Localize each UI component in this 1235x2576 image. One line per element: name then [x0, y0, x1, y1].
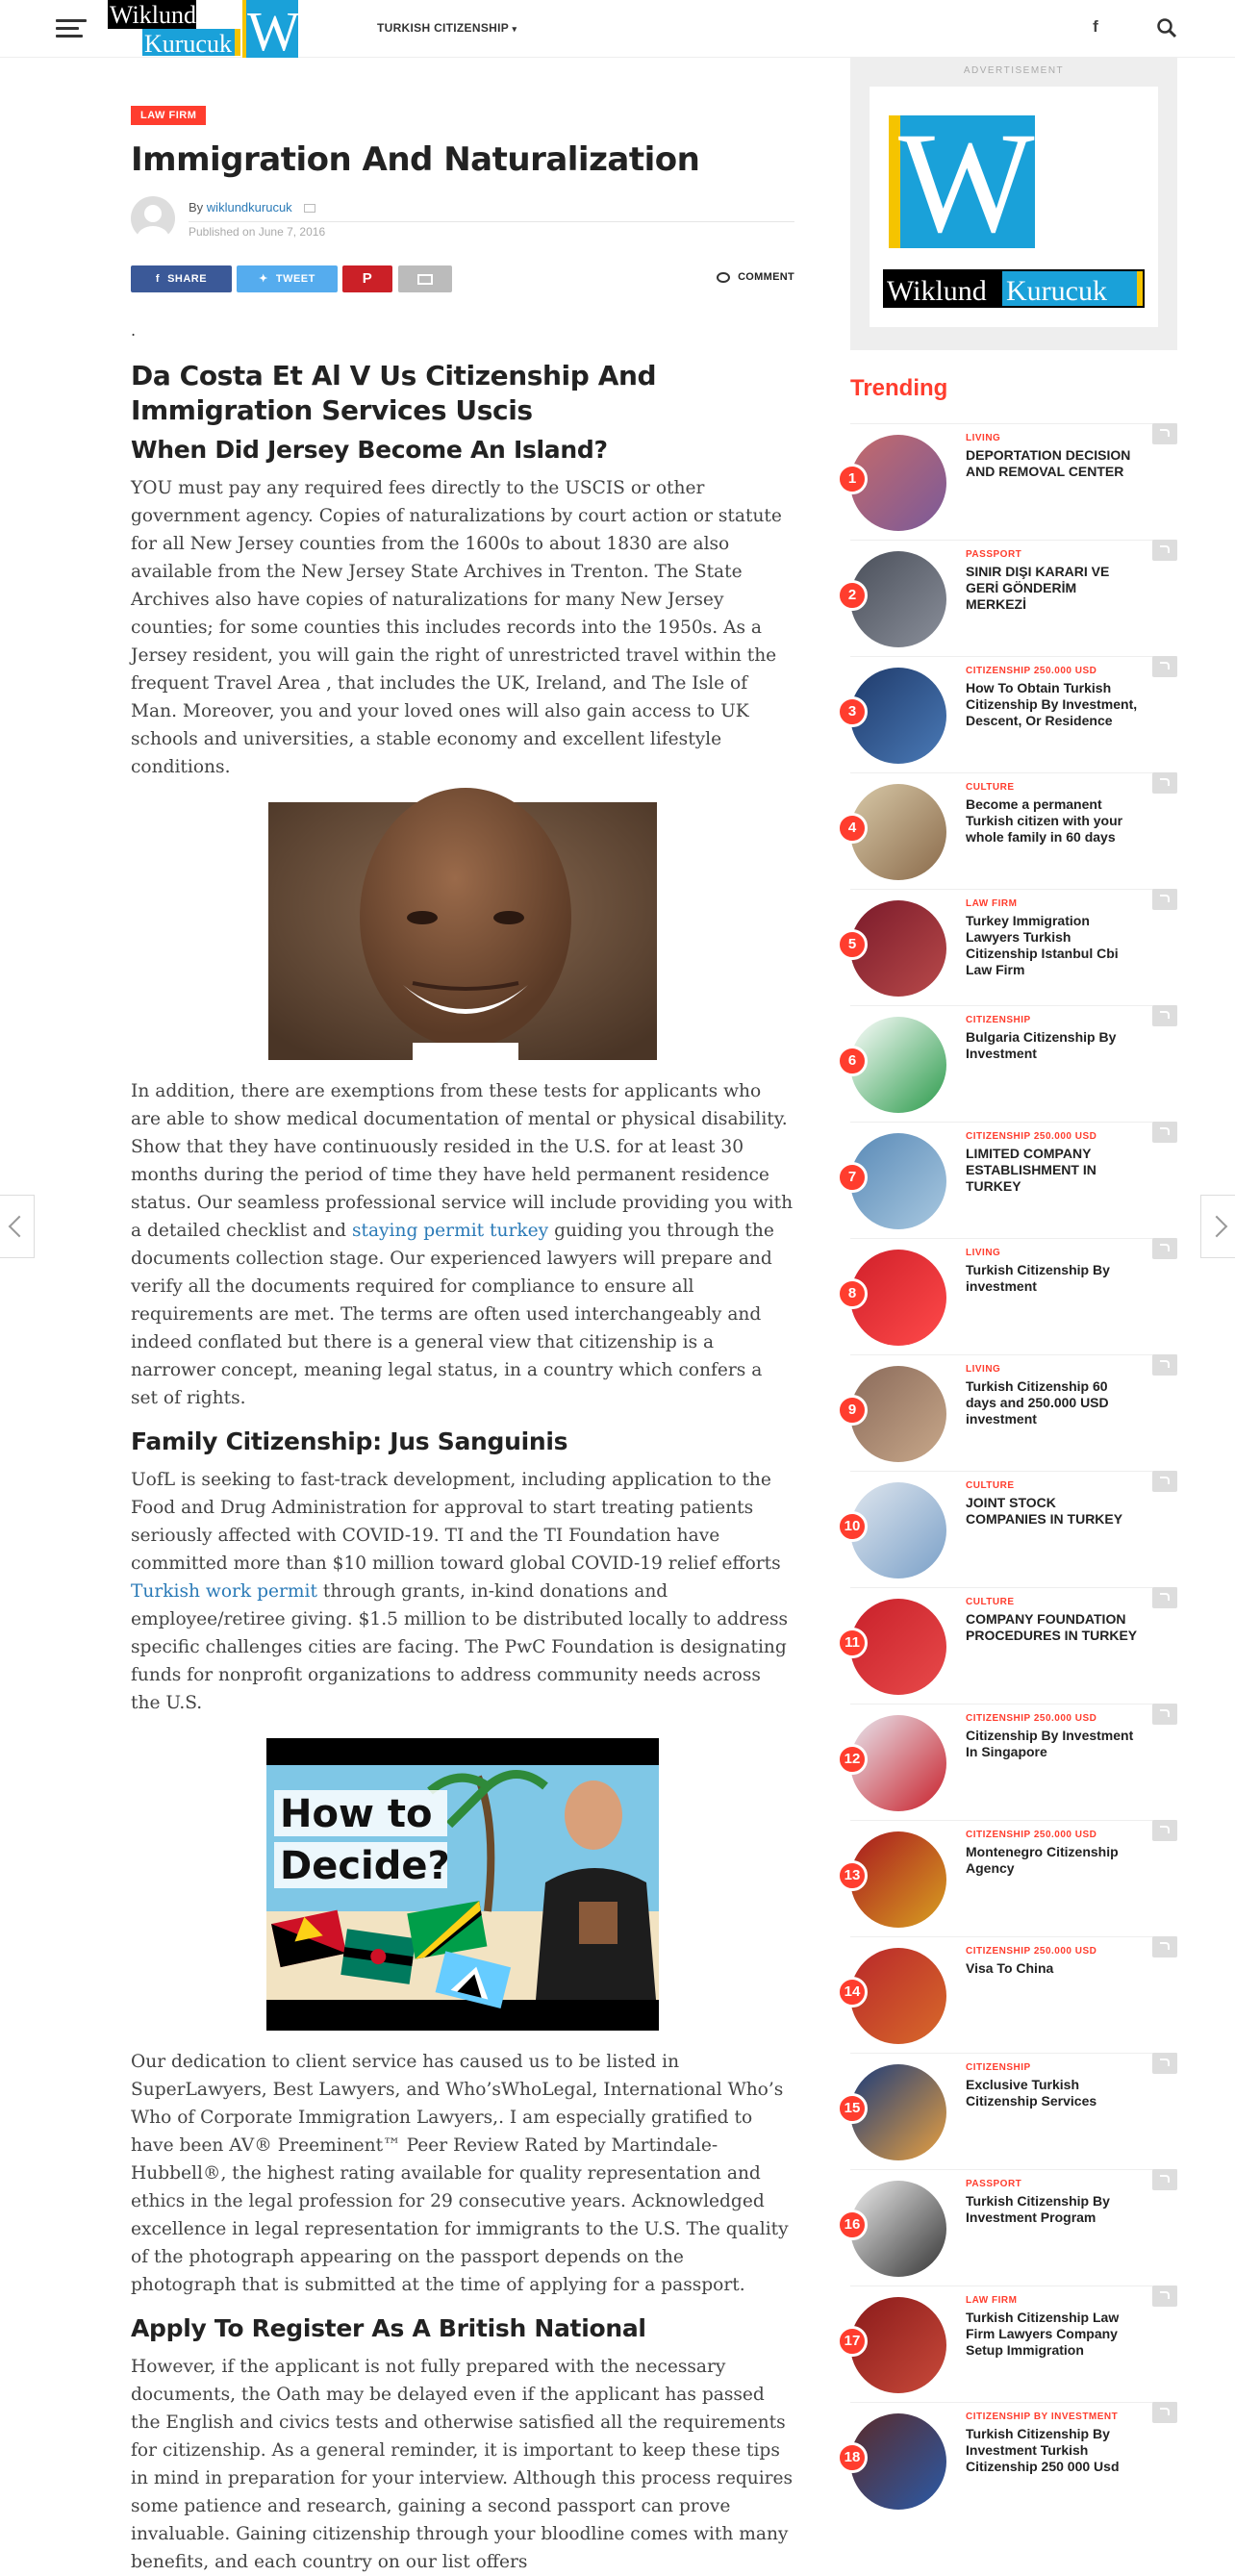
- trending-item[interactable]: [847, 1238, 1177, 1344]
- logo-text-2: Kurucuk: [144, 30, 232, 58]
- trending-rank: 10: [837, 1511, 868, 1542]
- share-icon[interactable]: [1152, 2169, 1177, 2190]
- facebook-icon[interactable]: f: [1093, 17, 1098, 36]
- trending-title[interactable]: Turkish Citizenship Law Firm Lawyers Company Setup Immigration: [966, 2310, 1120, 2358]
- trending-category[interactable]: LAW FIRM: [966, 898, 1018, 909]
- trending-rank: 6: [837, 1046, 868, 1076]
- author-row: [131, 196, 794, 246]
- trending-category[interactable]: LIVING: [966, 433, 1001, 443]
- trending-title[interactable]: Turkish Citizenship By investment: [966, 1262, 1110, 1294]
- paragraph-3-text-b: through grants, in-kind donations and employee/retiree giving. $1.5 million to be distributed locally to address specific challenges cities are facing. The PwC Foundation is designating funds for nonprofit organizations to address community needs across the U.S.: [131, 1581, 789, 1713]
- byline: [189, 200, 315, 215]
- share-icon[interactable]: [1152, 1936, 1177, 1957]
- page-title: Immigration And Naturalization: [131, 140, 700, 179]
- trending-rank: 15: [837, 2093, 868, 2124]
- publish-date: Published on June 7, 2016: [189, 225, 326, 239]
- share-icon[interactable]: [1152, 1122, 1177, 1143]
- comment-label: COMMENT: [738, 271, 794, 283]
- trending-item[interactable]: [847, 1005, 1177, 1111]
- twitter-share-button[interactable]: [237, 265, 338, 292]
- trending-category[interactable]: CITIZENSHIP BY INVESTMENT: [966, 2412, 1119, 2422]
- mail-icon[interactable]: [304, 204, 315, 213]
- pinterest-share-button[interactable]: [342, 265, 392, 292]
- author-link[interactable]: wiklundkurucuk: [206, 200, 292, 215]
- ad-logo-text-1: Wiklund: [887, 275, 987, 307]
- trending-item[interactable]: [844, 2402, 1177, 2508]
- trending-item[interactable]: [847, 772, 1177, 878]
- link-work-permit[interactable]: Turkish work permit: [131, 1581, 317, 1602]
- next-article-arrow[interactable]: [1200, 1195, 1235, 1258]
- trending-category[interactable]: CITIZENSHIP 250.000 USD: [966, 1131, 1097, 1142]
- trending-rank: 18: [837, 2442, 868, 2473]
- trending-rank: 14: [837, 1977, 868, 2008]
- paragraph-3-text-a: UofL is seeking to fast-track development, including application to the Food and Drug Administration for approval to start treating patients seriously affected with COVID-19. TI and the TI Foundation have committed more than $10 million toward global COVID-19 relief efforts: [131, 1470, 781, 1574]
- trending-category[interactable]: PASSPORT: [966, 2179, 1022, 2189]
- twitter-icon: ✦: [259, 273, 268, 285]
- heading-british-national: Apply To Register As A British National: [131, 2314, 646, 2342]
- divider: [850, 1704, 1177, 1705]
- divider: [850, 540, 1177, 541]
- trending-rank: 5: [837, 929, 868, 960]
- comment-button[interactable]: [717, 271, 794, 283]
- trending-rank: 4: [837, 813, 868, 844]
- heading-uscis: Da Costa Et Al V Us Citizenship And Immigration Services Uscis: [131, 360, 657, 426]
- trending-title[interactable]: Turkey Immigration Lawyers Turkish Citizenship Istanbul Cbi Law Firm: [966, 913, 1119, 977]
- trending-title[interactable]: DEPORTATION DECISION AND REMOVAL CENTER: [966, 447, 1131, 479]
- category-badge[interactable]: LAW FIRM: [131, 106, 206, 125]
- ad-logo-text-2: Kurucuk: [1006, 275, 1107, 307]
- trending-item[interactable]: [847, 889, 1177, 995]
- stray-dot: .: [131, 321, 137, 340]
- divider: [850, 1005, 1177, 1006]
- divider: [850, 1354, 1177, 1355]
- trending-item[interactable]: [847, 540, 1177, 645]
- trending-item[interactable]: [844, 1704, 1177, 1809]
- trending-title[interactable]: Citizenship By Investment In Singapore: [966, 1728, 1134, 1759]
- facebook-icon: f: [155, 273, 161, 285]
- trending-title[interactable]: Exclusive Turkish Citizenship Services: [966, 2077, 1097, 2109]
- trending-category[interactable]: CITIZENSHIP: [966, 2062, 1031, 2073]
- article: [131, 106, 794, 2576]
- advertisement: [850, 58, 1177, 350]
- trending-item[interactable]: [847, 656, 1177, 762]
- menu-icon[interactable]: [56, 19, 87, 38]
- divider: [850, 2169, 1177, 2170]
- trending-category[interactable]: CITIZENSHIP: [966, 1015, 1031, 1025]
- trending-rank: 13: [837, 1860, 868, 1891]
- logo-text-1: Wiklund: [110, 1, 196, 29]
- share-icon[interactable]: [1152, 1471, 1177, 1492]
- trending-category[interactable]: CULTURE: [966, 1597, 1015, 1607]
- divider: [850, 2402, 1177, 2403]
- ad-logo-mark-w: WK: [898, 103, 1139, 263]
- trending-item[interactable]: [844, 1820, 1177, 1926]
- share-icon[interactable]: [1152, 1704, 1177, 1725]
- trending-item[interactable]: [847, 1354, 1177, 1460]
- divider: [850, 1936, 1177, 1937]
- divider: [850, 1238, 1177, 1239]
- trending-title[interactable]: Turkish Citizenship 60 days and 250.000 USD investment: [966, 1378, 1109, 1427]
- trending-title[interactable]: JOINT STOCK COMPANIES IN TURKEY: [966, 1495, 1123, 1527]
- share-icon[interactable]: [1152, 2053, 1177, 2074]
- divider: [850, 1471, 1177, 1472]
- share-icon[interactable]: [1152, 1354, 1177, 1376]
- paragraph-3: [131, 1466, 794, 1717]
- trending-title[interactable]: How To Obtain Turkish Citizenship By Investment, Descent, Or Residence: [966, 680, 1138, 728]
- facebook-share-button[interactable]: [131, 265, 232, 292]
- pinterest-icon: P: [362, 270, 373, 287]
- divider: [850, 1122, 1177, 1123]
- trending-title[interactable]: Visa To China: [966, 1960, 1054, 1976]
- ad-label: ADVERTISEMENT: [963, 65, 1065, 76]
- trending-item[interactable]: [847, 1122, 1177, 1227]
- trending-title[interactable]: Bulgaria Citizenship By Investment: [966, 1029, 1117, 1061]
- share-icon[interactable]: [1152, 540, 1177, 561]
- divider: [850, 423, 1177, 424]
- heading-jus-sanguinis: Family Citizenship: Jus Sanguinis: [131, 1427, 568, 1455]
- trending-category[interactable]: CULTURE: [966, 1480, 1015, 1491]
- paragraph-2: [131, 1077, 794, 1412]
- divider: [850, 1587, 1177, 1588]
- trending-category[interactable]: CITIZENSHIP 250.000 USD: [966, 1946, 1097, 1957]
- ad-logo-banner[interactable]: [870, 87, 1158, 327]
- nav-label: TURKISH CITIZENSHIP: [377, 21, 509, 35]
- trending-category[interactable]: CITIZENSHIP 250.000 USD: [966, 1713, 1097, 1724]
- trending-title[interactable]: SINIR DIŞI KARARI VE GERİ GÖNDERİM MERKEZİ: [966, 564, 1110, 612]
- link-staying-permit[interactable]: staying permit turkey: [351, 1221, 549, 1241]
- trending-category[interactable]: LIVING: [966, 1248, 1001, 1258]
- trending-category[interactable]: CITIZENSHIP 250.000 USD: [966, 1830, 1097, 1840]
- trending-title[interactable]: Turkish Citizenship By Investment Program: [966, 2193, 1110, 2225]
- mail-icon: [417, 274, 433, 285]
- share-icon[interactable]: [1152, 1820, 1177, 1841]
- trending-title[interactable]: Turkish Citizenship By Investment Turkish Citizenship 250 000 Usd: [966, 2426, 1120, 2474]
- paragraph-2-text-a: In addition, there are exemptions from these tests for applicants who are able to show medical documentation of mental or physical disability. Show that they have continuously resided in the U.S. for at least 30 months during the period of time they have held permanent residence status. Our seamless professional service will include providing you with a detailed checklist and: [131, 1081, 794, 1241]
- trending-item[interactable]: [844, 1936, 1177, 2042]
- share-icon[interactable]: [1152, 772, 1177, 794]
- trending-category[interactable]: CULTURE: [966, 782, 1015, 793]
- share-icon[interactable]: [1152, 1005, 1177, 1026]
- email-share-button[interactable]: [398, 265, 452, 292]
- divider: [850, 772, 1177, 773]
- trending-item[interactable]: [844, 1587, 1177, 1693]
- facebook-share-label: SHARE: [167, 273, 208, 285]
- trending-rank: 12: [837, 1744, 868, 1775]
- site-header: [0, 0, 1235, 63]
- trending-rank: 8: [837, 1278, 868, 1309]
- share-icon[interactable]: [1152, 2286, 1177, 2307]
- trending-rank: 17: [837, 2326, 868, 2357]
- previous-article-arrow[interactable]: [0, 1195, 35, 1258]
- divider: [850, 889, 1177, 890]
- paragraph-5: However, if the applicant is not fully prepared with the necessary documents, the Oath may be delayed even if the applicant has passed the English and civics tests and otherwise satisfied all the requirements for citizenship. As a general reminder, it is important to keep these tips in mind in preparation for your interview. Although this process requires some patience and research, gaining a second passport can prove invaluable. Gaining citizenship through your bloodline comes with many benefits, and each country on our list offers: [131, 2357, 794, 2572]
- trending-item[interactable]: [844, 2053, 1177, 2159]
- divider: [850, 656, 1177, 657]
- divider: [850, 1820, 1177, 1821]
- trending-item[interactable]: [847, 423, 1177, 529]
- avatar[interactable]: [131, 196, 175, 240]
- trending-item[interactable]: [844, 1471, 1177, 1577]
- divider: [850, 2053, 1177, 2054]
- trending-category[interactable]: CITIZENSHIP 250.000 USD: [966, 666, 1097, 676]
- logo-mark: WK: [247, 0, 340, 63]
- heading-jersey: When Did Jersey Become An Island?: [131, 436, 608, 464]
- article-photo-video-thumb[interactable]: [266, 1738, 659, 2031]
- trending-title[interactable]: COMPANY FOUNDATION PROCEDURES IN TURKEY: [966, 1611, 1138, 1643]
- video-caption-1: How to: [280, 1792, 433, 1836]
- trending-title[interactable]: Montenegro Citizenship Agency: [966, 1844, 1119, 1876]
- twitter-share-label: TWEET: [275, 273, 315, 285]
- trending-title[interactable]: Become a permanent Turkish citizen with your whole family in 60 days: [966, 796, 1123, 845]
- chevron-down-icon: ▾: [512, 24, 517, 34]
- share-icon[interactable]: [1152, 889, 1177, 910]
- trending-category[interactable]: LIVING: [966, 1364, 1001, 1375]
- trending-rank: 9: [837, 1395, 868, 1426]
- paragraph-2-text-b: guiding you through the documents collection stage. Our experienced lawyers will prepare and verify all the documents required for compliance to ensure all requirements are met. The terms are often used interchangeably and indeed conflated but there is a general view that citizenship is a narrower concept, meaning legal status, in a country which confers a set of rights.: [131, 1221, 774, 1408]
- search-icon[interactable]: [1156, 17, 1177, 38]
- paragraph-1: YOU must pay any required fees directly to the USCIS or other government agency. Copies of naturalizations by court action or statute for all New Jersey counties from the 1600s to about 1830 are also available from the New Jersey State Archives in Trenton. The State Archives also have copies of naturalizations for many New Jersey counties; for some counties this includes records into the 1950s. As a Jersey resident, you will gain the right of unrestricted travel within the frequent Travel Area , that includes the UK, Ireland, and The Isle of Man. Moreover, you and your loved ones will also gain access to UK schools and universities, a stable economy and excellent lifestyle conditions.: [131, 478, 782, 777]
- share-icon[interactable]: [1152, 1587, 1177, 1608]
- trending-rank: 2: [837, 580, 868, 611]
- comment-icon: [717, 272, 730, 283]
- trending-rank: 7: [837, 1162, 868, 1193]
- share-icon[interactable]: [1152, 423, 1177, 444]
- trending-category[interactable]: LAW FIRM: [966, 2295, 1018, 2306]
- trending-rank: 11: [837, 1628, 868, 1658]
- trending-heading: Trending: [850, 375, 948, 401]
- share-bar: [131, 265, 794, 296]
- paragraph-4: Our dedication to client service has caused us to be listed in SuperLawyers, Best Lawyers, and Who’sWhoLegal, International Who’s Who of Corporate Immigration Lawyers,. I am especially gratified to have been AV® Preeminent™ Peer Review Rated by Martindale-Hubbell®, the highest rating available for quality representation and ethics in the legal profession for 29 consecutive years. Acknowledged excellence in legal representation for immigrants to the U.S. The quality of the photograph appearing on the passport depends on the photograph that is submitted at the time of applying for a passport.: [131, 2052, 789, 2295]
- trending-rank: 1: [837, 464, 868, 494]
- divider: [189, 221, 794, 222]
- article-photo-portrait: [268, 802, 657, 1060]
- trending-rank: 16: [837, 2210, 868, 2240]
- trending-item[interactable]: [844, 2169, 1177, 2275]
- trending-item[interactable]: [844, 2286, 1177, 2391]
- trending-category[interactable]: PASSPORT: [966, 549, 1022, 560]
- by-label: By: [189, 200, 204, 215]
- trending-title[interactable]: LIMITED COMPANY ESTABLISHMENT IN TURKEY: [966, 1146, 1096, 1194]
- share-icon[interactable]: [1152, 2402, 1177, 2423]
- trending-rank: 3: [837, 696, 868, 727]
- site-logo[interactable]: [108, 0, 346, 63]
- share-icon[interactable]: [1152, 1238, 1177, 1259]
- video-caption-2: Decide?: [280, 1844, 450, 1888]
- nav-turkish-citizenship[interactable]: [377, 21, 517, 35]
- share-icon[interactable]: [1152, 656, 1177, 677]
